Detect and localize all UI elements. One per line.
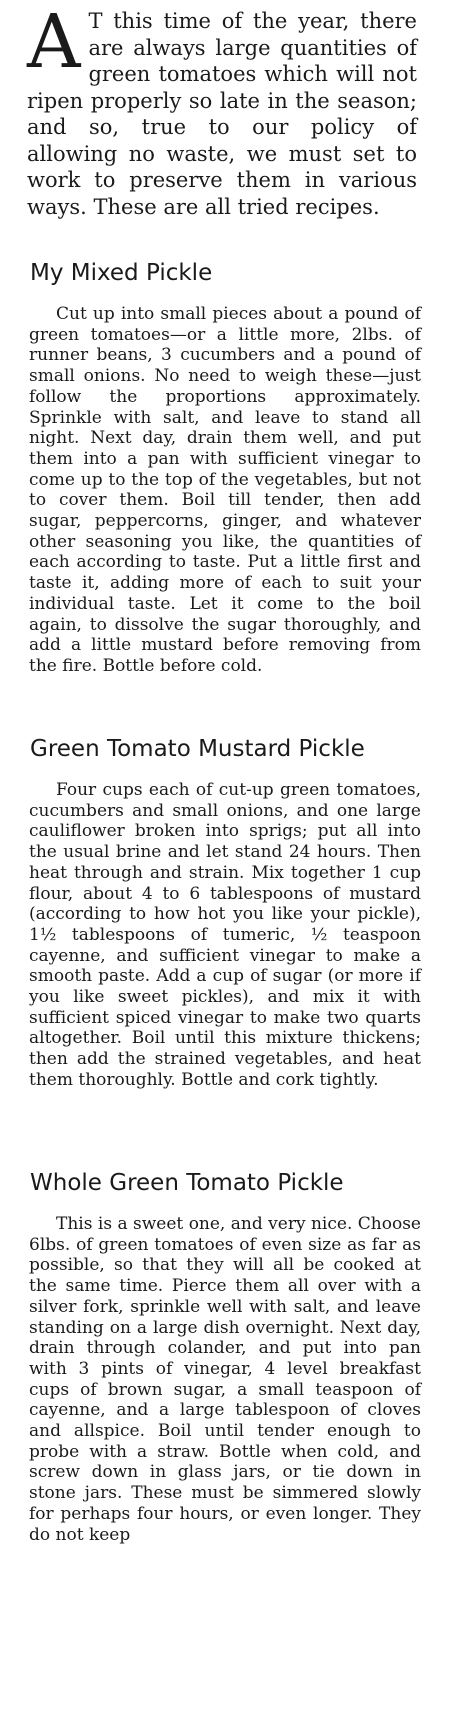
recipe-body-mixed-pickle: Cut up into small pieces about a pound of green tomatoes—or a little more, 2lbs. of runner beans, 3 cucumbers and a pound of small onions. No need to weigh these—just follow the proportions approximately. Sprinkle with salt, and leave to stand all night. Next day, drain them well, and put them into a pan with sufficient vinegar to come up to the top of the vegetables, but not to cover them. Boil till tender, then add sugar, peppercorns, ginger, and whatever other seasoning you like, the quantities of each according to taste. Put a little first and taste it, adding more of each to suit your individual taste. Let it come to the boil again, to dissolve the sugar thoroughly, and add a little mustard before removing from the fire. Bottle before cold. [29, 304, 421, 676]
recipe-title-whole-pickle: Whole Green Tomato Pickle [30, 1170, 344, 1196]
intro-text: T this time of the year, there are always large quantities of green tomatoes which will not ripen properly so late in the season; and so, true to our policy of allowing no waste, we must set to work to preserve them in various ways. These are all tried recipes. [27, 9, 417, 219]
recipe-body-mustard-pickle: Four cups each of cut-up green tomatoes, cucumbers and small onions, and one large cauliflower broken into sprigs; put all into the usual brine and let stand 24 hours. Then heat through and strain. Mix together 1 cup flour, about 4 to 6 tablespoons of mustard (according to how hot you like your pickle), 1½ tablespoons of tumeric, ½ teaspoon cayenne, and sufficient vinegar to make a smooth paste. Add a cup of sugar (or more if you like sweet pickles), and mix it with sufficient spiced vinegar to make two quarts altogether. Boil until this mixture thickens; then add the strained vegetables, and heat them thoroughly. Bottle and cork tightly. [29, 780, 421, 1090]
drop-cap: A [27, 0, 81, 85]
recipe-title-mustard-pickle: Green Tomato Mustard Pickle [30, 736, 365, 762]
recipe-title-mixed-pickle: My Mixed Pickle [30, 260, 213, 286]
recipe-body-whole-pickle: This is a sweet one, and very nice. Choose 6lbs. of green tomatoes of even size as far as possible, so that they will all be cooked at the same time. Pierce them all over with a silver fork, sprinkle well with salt, and leave standing on a large dish overnight. Next day, drain through colander, and put into pan with 3 pints of vinegar, 4 level breakfast cups of brown sugar, a small teaspoon of cayenne, and a large tablespoon of cloves and allspice. Boil until tender enough to probe with a straw. Bottle when cold, and screw down in glass jars, or tie down in stone jars. These must be simmered slowly for perhaps four hours, or even longer. They do not keep [29, 1214, 421, 1545]
intro-paragraph [27, 0, 417, 220]
